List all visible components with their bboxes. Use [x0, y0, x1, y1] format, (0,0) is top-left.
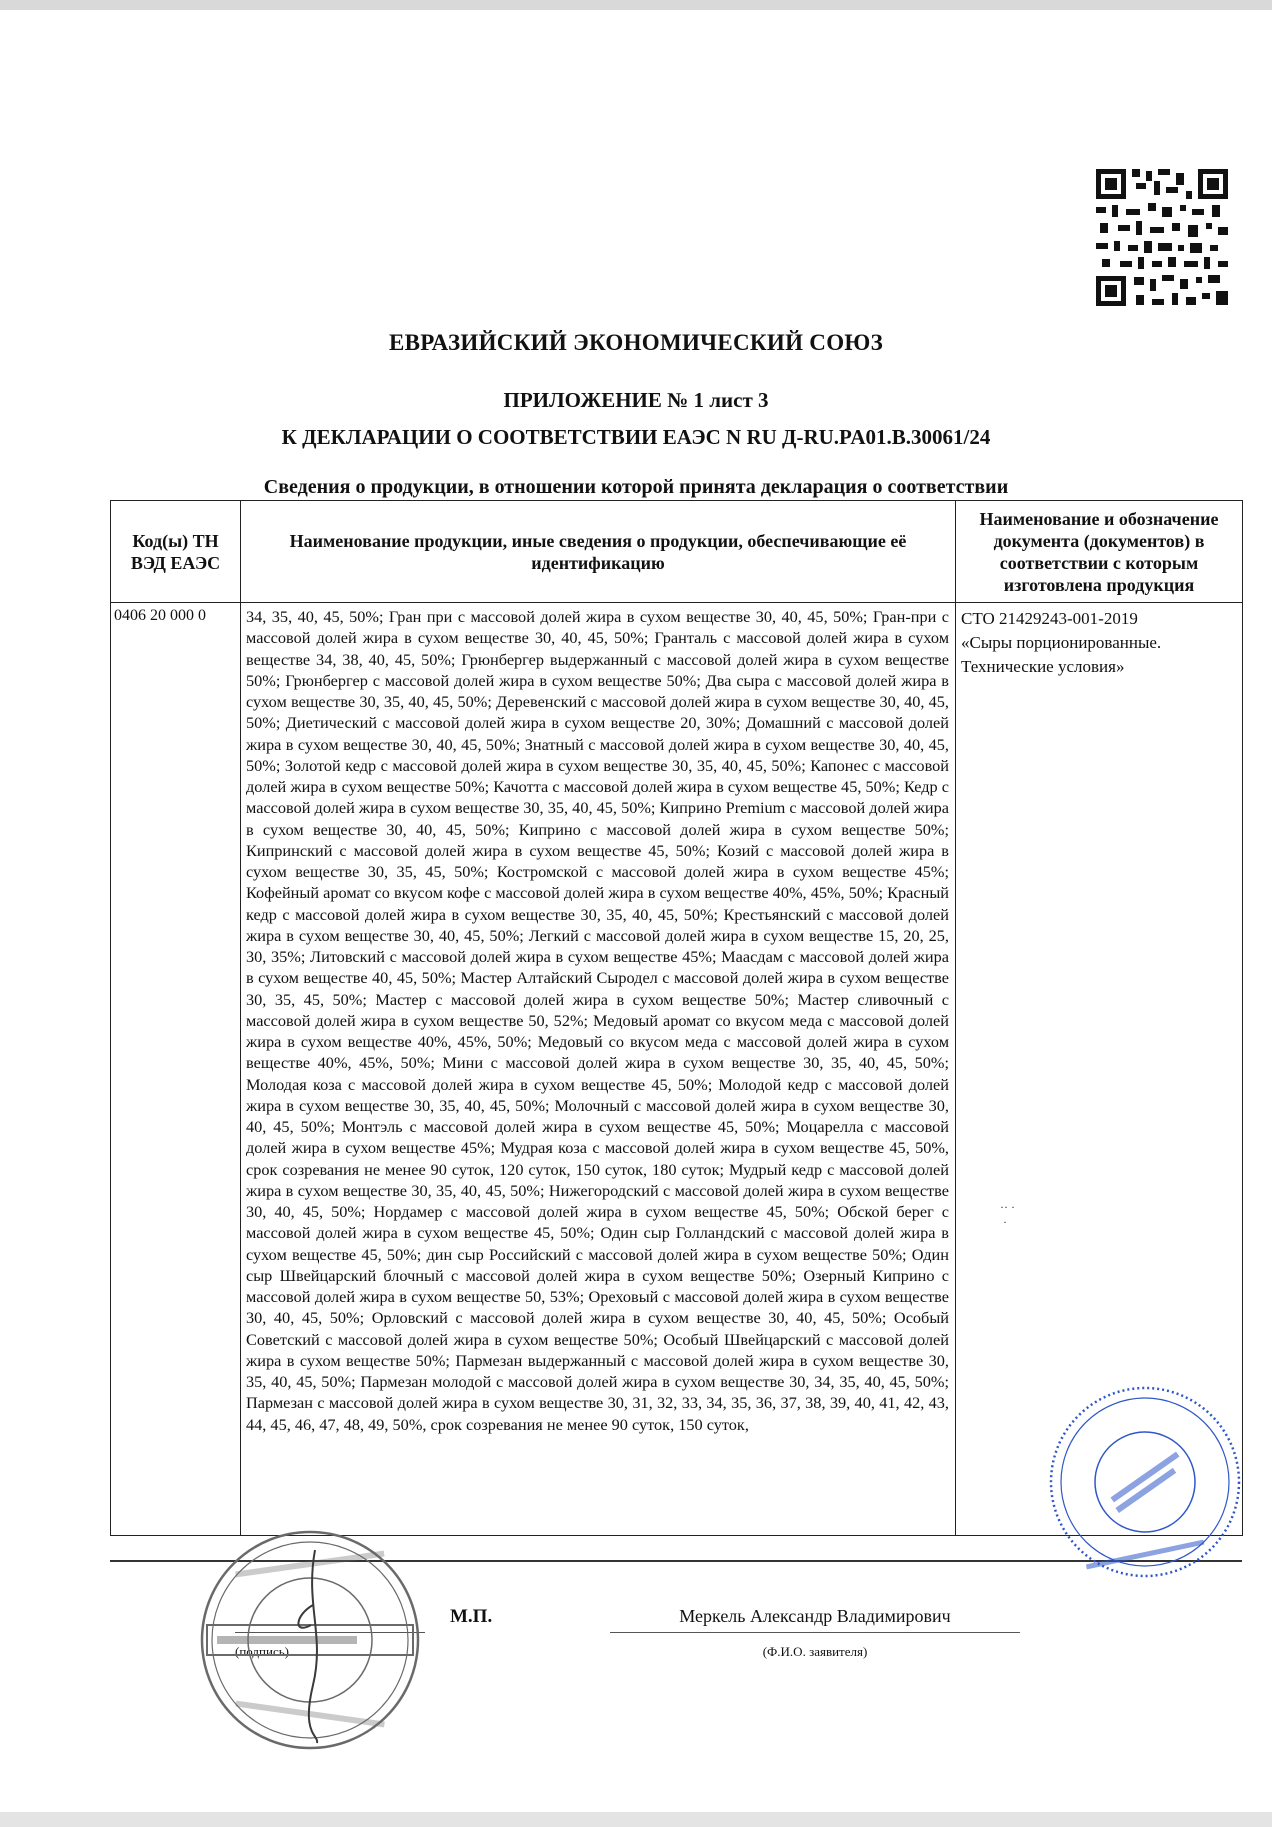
appendix-title: ПРИЛОЖЕНИЕ № 1 лист 3	[503, 388, 769, 412]
declaration-reference: К ДЕКЛАРАЦИИ О СООТВЕТСТВИИ ЕАЭС N RU Д-RU.PA01.B.30061/24	[281, 425, 991, 449]
union-title: ЕВРАЗИЙСКИЙ ЭКОНОМИЧЕСКИЙ СОЮЗ	[388, 330, 884, 355]
applicant-name-line	[610, 1632, 1020, 1633]
standard-name: «Сыры порционированные. Технические условия»	[961, 633, 1162, 676]
table-header-row	[111, 501, 1243, 603]
scan-edge-top	[0, 0, 1272, 10]
seal-place-label: М.П.	[450, 1606, 493, 1627]
applicant-caption: (Ф.И.О. заявителя)	[762, 1644, 868, 1659]
product-table	[110, 500, 1243, 1536]
hs-code-cell: 0406 20 000 0	[111, 603, 241, 1536]
certificate-stamp	[1045, 1382, 1245, 1582]
column-header-product: Наименование продукции, иные сведения о продукции, обеспечивающие её идентификацию	[241, 501, 956, 603]
scan-dots: ·· · ·	[1000, 1200, 1015, 1229]
standard-code: СТО 21429243-001-2019	[961, 609, 1138, 628]
qr-code	[1092, 165, 1232, 310]
applicant-name: Меркель Александр Владимирович	[679, 1606, 951, 1626]
column-header-document: Наименование и обозначение документа (документов) в соответствии с которым изготовлена продукция	[956, 501, 1243, 603]
column-header-code: Код(ы) ТН ВЭД ЕАЭС	[111, 501, 241, 603]
scan-edge-bottom	[0, 1812, 1272, 1827]
table-caption: Сведения о продукции, в отношении которой принята декларация о соответствии	[263, 476, 1009, 498]
handwritten-signature	[285, 1545, 345, 1745]
product-description-cell: 34, 35, 40, 45, 50%; Гран при с массовой долей жира в сухом веществе 30, 40, 45, 50%; Гран-при с массовой долей жира в сухом веществе 30, 40, 45, 50%; Гранталь с массовой долей жира в сухом веществе 34, 38, 40, 45, 50%; Грюнбергер выдержанный с массовой долей жира в сухом веществе 50%; Грюнбергер с массовой долей жира в сухом веществе 50%; Два сыра с массовой долей жира в сухом веществе 30, 35, 40, 45, 50%; Деревенский с массовой долей жира в сухом веществе 30, 40, 45, 50%; Диетический с массовой долей жира в сухом веществе 20, 30%; Домашний с массовой долей жира в сухом веществе 30, 40, 45, 50%; Знатный с массовой долей жира в сухом веществе 30, 40, 45, 50%; Золотой кедр с массовой долей жира в сухом веществе 30, 35, 40, 45, 50%; Капонес с массовой долей жира в сухом веществе 50%; Качотта с массовой долей жира в сухом веществе 45, 50%; Кедр с массовой долей жира в сухом веществе 30, 35, 40, 45, 50%; Киприно Premium с массовой долей жира в сухом веществе 30, 40, 45, 50%; Киприно с массовой долей жира в сухом веществе 50%; Кипринский с массовой долей жира в сухом веществе 45, 50%; Козий с массовой долей жира в сухом веществе 30, 35, 45, 50%; Костромской с массовой долей жира в сухом веществе 45%; Кофейный аромат со вкусом кофе с массовой долей жира в сухом веществе 40%, 45%, 50%; Красный кедр с массовой долей жира в сухом веществе 30, 35, 40, 45, 50%; Крестьянский с массовой долей жира в сухом веществе 30, 40, 45, 50%; Легкий с массовой долей жира в сухом веществе 15, 20, 25, 30, 35%; Литовский с массовой долей жира в сухом веществе 45%; Маасдам с массовой долей жира в сухом веществе 40, 45, 50%; Мастер Алтайский Сыродел с массовой долей жира в сухом веществе 30, 35, 45, 50%; Мастер с массовой долей жира в сухом веществе 50%; Мастер сливочный с массовой долей жира в сухом веществе 50, 52%; Медовый аромат со вкусом меда с массовой долей жира в сухом веществе 40%, 45%, 50%; Медовый со вкусом меда с массовой долей жира в сухом веществе 40%, 45%, 50%; Мини с массовой долей жира в сухом веществе 30, 35, 40, 45, 50%; Молодая коза с массовой долей жира в сухом веществе 45, 50%; Молодой кедр с массовой долей жира в сухом веществе 30, 35, 40, 45, 50%; Молочный с массовой долей жира в сухом веществе 30, 40, 45, 50%; Монтэль с массовой долей жира в сухом веществе 45, 50%; Моцарелла с массовой долей жира в сухом веществе 45%; Мудрая коза с массовой долей жира в сухом веществе 45, 50%, срок созревания не менее 90 суток, 120 суток, 150 суток, 180 суток; Мудрый кедр с массовой долей жира в сухом веществе 30, 35, 40, 45, 50%; Нижегородский с массовой долей жира в сухом веществе 30, 40, 45, 50%; Нордамер с массовой долей жира в сухом веществе 45, 50%; Обской берег с массовой долей жира в сухом веществе 45, 50%; Один сыр Голландский с массовой долей жира в сухом веществе 45, 50%; дин сыр Российский с массовой долей жира в сухом веществе 50%; Один сыр Швейцарский блочный с массовой долей жира в сухом веществе 50%; Озерный Киприно с массовой долей жира в сухом веществе 50, 53%; Ореховый с массовой долей жира в сухом веществе 30, 40, 45, 50%; Орловский с массовой долей жира в сухом веществе 30, 40, 45, 50%; Особый Советский с массовой долей жира в сухом веществе 50%; Особый Швейцарский с массовой долей жира в сухом веществе 50%; Пармезан выдержанный с массовой долей жира в сухом веществе 30, 35, 40, 45, 50%; Пармезан молодой с массовой долей жира в сухом веществе 30, 34, 35, 40, 45, 50%; Пармезан с массовой долей жира в сухом веществе 30, 31, 32, 33, 34, 35, 36, 37, 38, 39, 40, 41, 42, 43, 44, 45, 46, 47, 48, 49, 50%, срок созревания не менее 90 суток, 150 суток,	[241, 603, 956, 1536]
signature-caption: (подпись)	[235, 1644, 289, 1659]
